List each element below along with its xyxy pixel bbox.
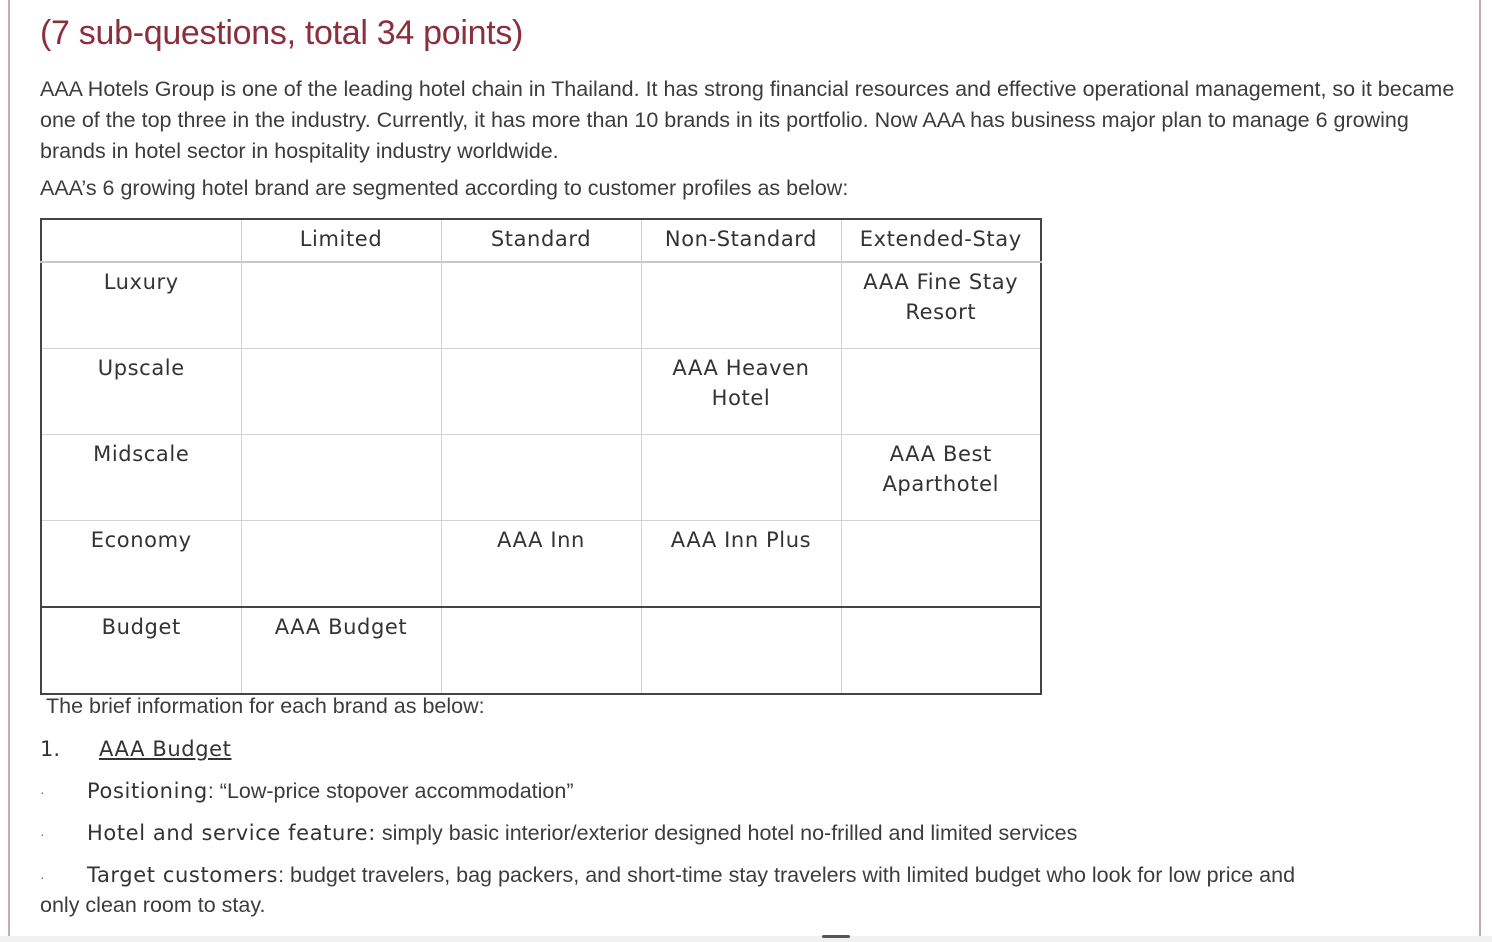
table-cell xyxy=(441,262,641,349)
table-cell: AAA Inn xyxy=(441,521,641,608)
header-non-standard: Non-Standard xyxy=(641,219,841,262)
table-cell: AAA Inn Plus xyxy=(641,521,841,608)
header-standard: Standard xyxy=(441,219,641,262)
section-number: 1. xyxy=(40,737,61,761)
header-extended-stay: Extended-Stay xyxy=(841,219,1041,262)
table-cell xyxy=(241,435,441,521)
bullet-marker: · xyxy=(40,869,45,885)
bullet-text: : “Low-price stopover accommodation” xyxy=(207,779,574,803)
table-cell xyxy=(241,262,441,349)
table-cell xyxy=(841,607,1041,694)
row-label: Upscale xyxy=(41,349,241,435)
table-cell xyxy=(441,349,641,435)
table-cell xyxy=(841,521,1041,608)
table-row xyxy=(41,435,1041,521)
table-cell: AAA Heaven Hotel xyxy=(641,349,841,435)
table-cell xyxy=(241,349,441,435)
bullet-label: Hotel and service feature: xyxy=(87,821,376,845)
header-limited: Limited xyxy=(241,219,441,262)
row-label: Economy xyxy=(41,521,241,608)
bullet-label: Target customers xyxy=(87,863,279,887)
brief-intro: The brief information for each brand as below: xyxy=(46,694,485,718)
table-row xyxy=(41,262,1041,349)
bullet-marker: · xyxy=(40,826,45,842)
bullet-text: simply basic interior/exterior designed hotel no-frilled and limited services xyxy=(375,821,1078,845)
bullet-text: : budget travelers, bag packers, and short-time stay travelers with limited budget who look for low price and xyxy=(278,863,1296,887)
row-label: Midscale xyxy=(41,435,241,521)
table-row xyxy=(41,607,1041,694)
page-bottom-band xyxy=(0,936,1492,942)
section-title-aaa-budget: AAA Budget xyxy=(99,737,232,761)
table-cell xyxy=(841,349,1041,435)
brand-segment-table xyxy=(40,218,1042,695)
table-cell xyxy=(441,435,641,521)
row-label: Budget xyxy=(41,607,241,694)
table-cell xyxy=(641,607,841,694)
table-cell: AAA Budget xyxy=(241,607,441,694)
table-header-row xyxy=(41,219,1041,262)
table-cell xyxy=(641,262,841,349)
table-row xyxy=(41,349,1041,435)
bullet-continuation: only clean room to stay. xyxy=(40,893,266,917)
table-cell xyxy=(641,435,841,521)
table-cell xyxy=(241,521,441,608)
question-heading: (7 sub-questions, total 34 points) xyxy=(40,14,524,52)
bullet-target-customers xyxy=(87,863,1295,888)
row-label: Luxury xyxy=(41,262,241,349)
bullet-positioning xyxy=(87,779,574,804)
header-corner xyxy=(41,219,241,262)
bullet-marker: · xyxy=(40,784,45,800)
table-cell xyxy=(441,607,641,694)
table-cell: AAA Best Aparthotel xyxy=(841,435,1041,521)
table-row xyxy=(41,521,1041,608)
segment-intro: AAA’s 6 growing hotel brand are segmented according to customer profiles as below: xyxy=(40,176,849,200)
bullet-hotel-service-feature xyxy=(87,821,1077,846)
bullet-label: Positioning xyxy=(87,779,208,803)
table-cell: AAA Fine Stay Resort xyxy=(841,262,1041,349)
scroll-handle[interactable] xyxy=(822,935,850,938)
intro-paragraph: AAA Hotels Group is one of the leading hotel chain in Thailand. It has strong financial resources and effective operational management, so it became one of the top three in the industry. Currently, it has more than 10 brands in its portfolio. Now AAA has business major plan to manage 6 growing brands in hotel sector in hospitality industry worldwide. xyxy=(40,77,1455,163)
